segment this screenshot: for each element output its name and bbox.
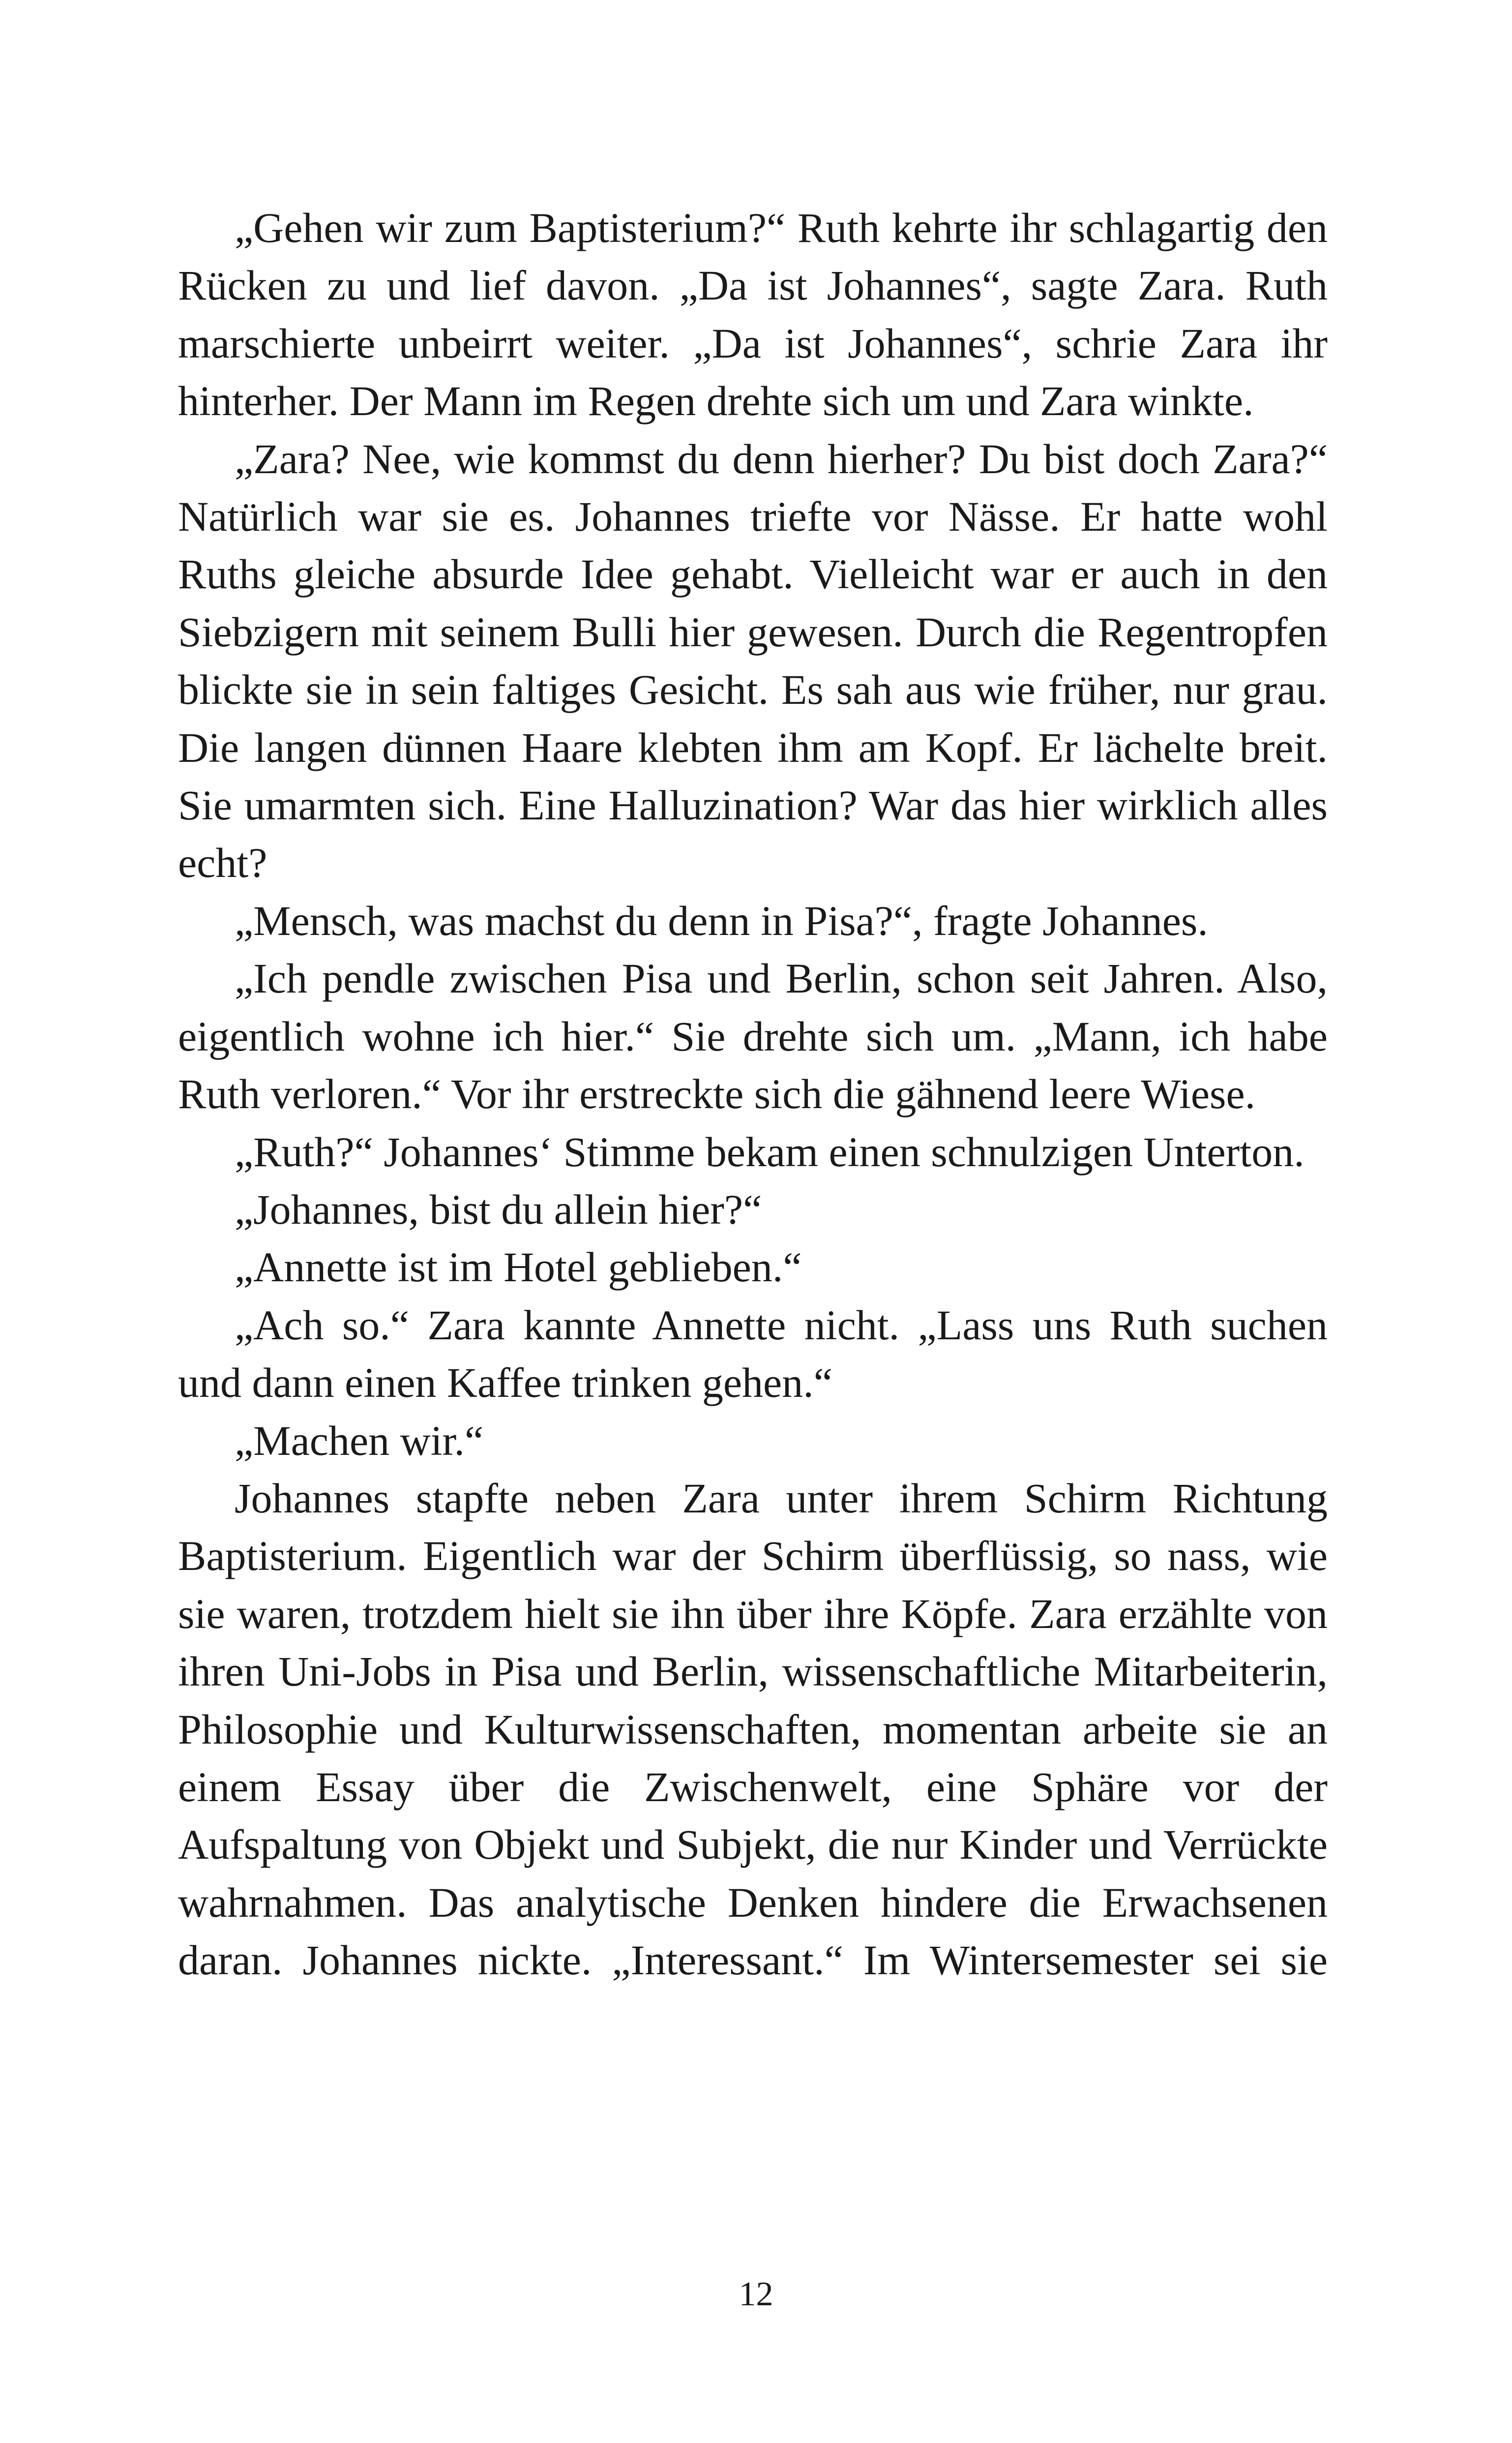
paragraph-3: „Mensch, was machst du denn in Pisa?“, fragte Johannes. xyxy=(235,897,1208,944)
paragraph-1: „Gehen wir zum Baptisterium?“ Ruth kehrte ihr schlagartig den Rücken zu und lief davon. „Da ist Johannes“, sagte Zara. Ruth marschierte unbeirrt weiter. „Da ist Johannes“, schrie Zara ihr hinterher. Der Mann im Regen drehte sich um und Zara winkte. xyxy=(178,204,1328,425)
paragraph-8: „Ach so.“ Zara kannte Annette nicht. „Lass uns Ruth suchen und dann einen Kaffee trinken gehen.“ xyxy=(178,1301,1328,1407)
paragraph-10: Johannes stapfte neben Zara unter ihrem Schirm Richtung Baptisterium. Eigentlich war der Schirm überflüssig, so nass, wie sie waren, trotzdem hielt sie ihn über ihre Köpfe. Zara erzählte von ihren Uni-Jobs in Pisa und Berlin, wissenschaftliche Mitarbeiterin, Philosophie und Kulturwissenschaften, momentan arbeite sie an einem Essay über die Zwischenwelt, eine Sphäre vor der Aufspaltung von Objekt und Subjekt, die nur Kinder und Verrückte wahrnahmen. Das analytische Denken hindere die Erwachsenen daran. Johannes nickte. „Interessant.“ Im Wintersemester sei sie xyxy=(178,1474,1328,1984)
page-number: 12 xyxy=(739,2275,773,2313)
paragraph-9: „Machen wir.“ xyxy=(235,1417,484,1464)
paragraph-7: „Annette ist im Hotel geblieben.“ xyxy=(235,1243,802,1291)
paragraph-5: „Ruth?“ Johannes‘ Stimme bekam einen schnulzigen Unterton. xyxy=(235,1128,1304,1176)
paragraph-4: „Ich pendle zwischen Pisa und Berlin, schon seit Jahren. Also, eigentlich wohne ich hier.“ Sie drehte sich um. „Mann, ich habe Ruth verloren.“ Vor ihr erstreckte sich die gähnend leere Wiese. xyxy=(178,955,1328,1118)
paragraph-6: „Johannes, bist du allein hier?“ xyxy=(235,1185,762,1233)
body-text xyxy=(178,199,1328,1990)
paragraph-2: „Zara? Nee, wie kommst du denn hierher? Du bist doch Zara?“ Natürlich war sie es. Johannes triefte vor Nässe. Er hatte wohl Ruths gleiche absurde Idee gehabt. Vielleicht war er auch in den Siebzigern mit seinem Bulli hier gewesen. Durch die Regentropfen blickte sie in sein faltiges Gesicht. Es sah aus wie früher, nur grau. Die langen dünnen Haare klebten ihm am Kopf. Er lächelte breit. Sie umarmten sich. Eine Halluzination? War das hier wirklich alles echt? xyxy=(178,435,1328,887)
